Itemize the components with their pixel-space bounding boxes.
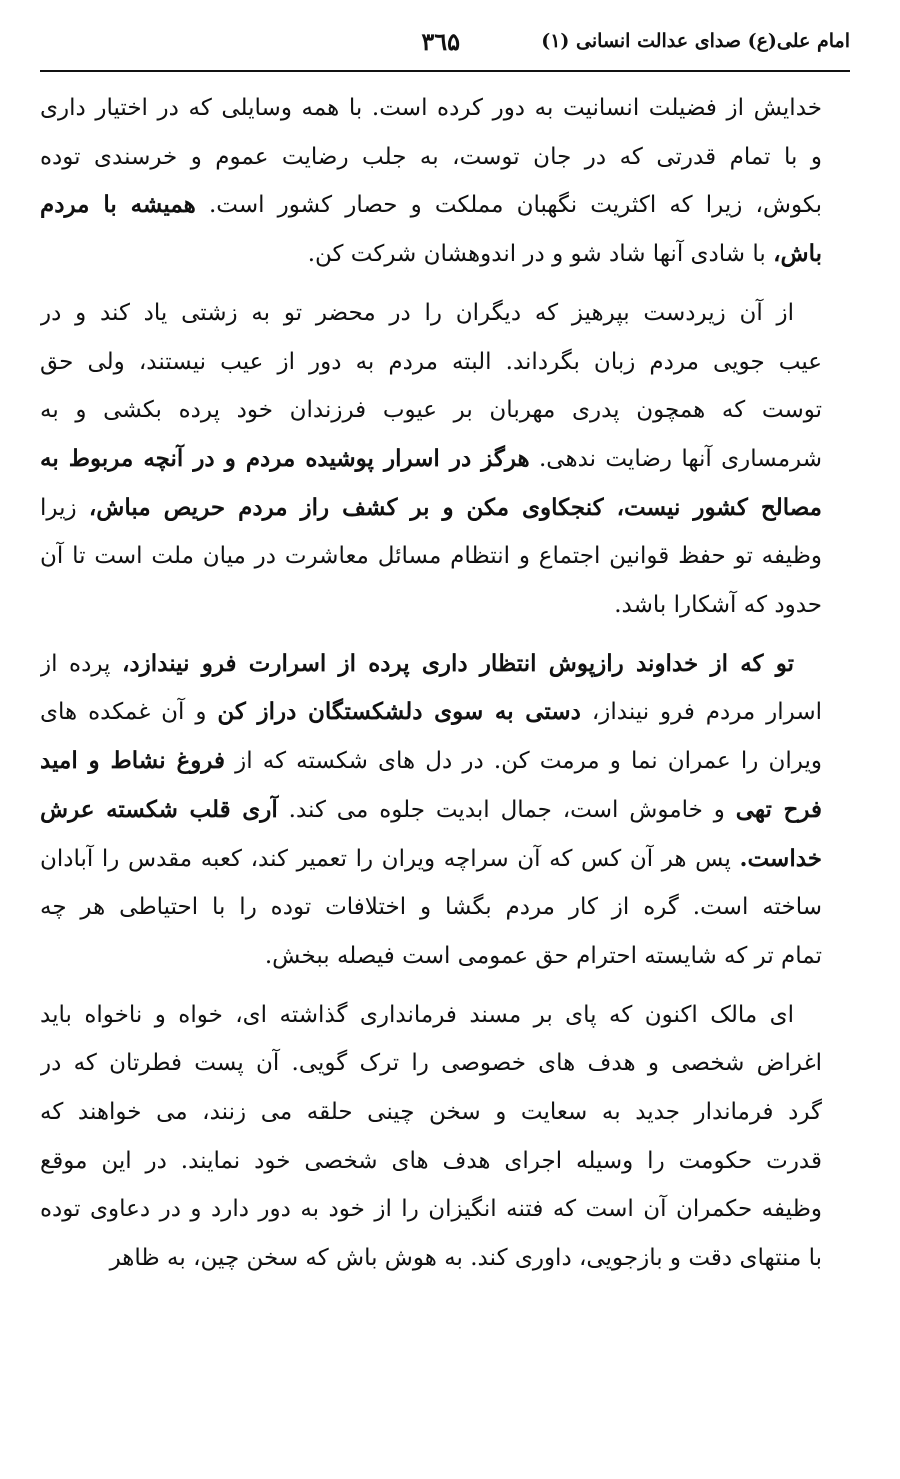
text-run: و آن غمکده های bbox=[40, 699, 218, 726]
text-run: گرد فرماندار جدید به سعایت و سخن چینی حلقه می زنند، می خواهند که bbox=[40, 1099, 822, 1126]
text-line bbox=[40, 932, 850, 981]
paragraph bbox=[40, 289, 850, 630]
text-line bbox=[40, 435, 850, 484]
text-line bbox=[40, 133, 850, 182]
text-line bbox=[40, 1137, 850, 1186]
text-run: پس هر آن کس که آن سراچه ویران را تعمیر کند، کعبه مقدس را آبادان bbox=[40, 845, 740, 872]
bold-text: مصالح کشور نیست، کنجکاوی مکن و بر کشف راز مردم حریص مباش، bbox=[88, 493, 822, 521]
text-line bbox=[40, 230, 850, 279]
bold-text: فروغ نشاط و امید bbox=[40, 747, 225, 775]
text-run: با شادی آنها شاد شو و در اندوهشان شرکت کن. bbox=[307, 241, 774, 268]
bold-text: هرگز در اسرار پوشیده مردم و در آنچه مربوط به bbox=[40, 444, 530, 472]
text-run: توست که همچون پدری مهربان بر عیوب فرزندان خود پرده بکشی و به bbox=[40, 397, 822, 424]
text-line bbox=[40, 737, 850, 786]
paragraph bbox=[40, 84, 850, 279]
text-run: و با تمام قدرتی که در جان توست، به جلب رضایت عموم و خرسندی توده bbox=[40, 143, 822, 170]
bold-text: فرح تهی bbox=[735, 795, 823, 823]
text-line bbox=[40, 386, 850, 435]
text-line bbox=[40, 835, 850, 884]
text-line bbox=[40, 484, 850, 533]
bold-text: تو که از خداوند رازپوش انتظار داری پرده از اسرارت فرو نیندازد، bbox=[121, 649, 794, 677]
text-line bbox=[40, 1039, 850, 1088]
bold-text: آری قلب شکسته عرش bbox=[40, 795, 278, 823]
page-number: ۳٦۵ bbox=[421, 27, 460, 56]
text-run: قدرت حکومت را وسیله اجرای هدف های شخصی خود نمایند. در این موقع bbox=[40, 1147, 822, 1174]
book-title: امام علی(ع) صدای عدالت انسانی (۱) bbox=[541, 30, 850, 52]
page-header bbox=[40, 0, 850, 70]
text-run: پرده از bbox=[40, 650, 122, 677]
bold-text: دستی به سوی دلشکستگان دراز کن bbox=[217, 698, 581, 726]
paragraph bbox=[40, 991, 850, 1283]
text-run: زیرا bbox=[40, 494, 89, 521]
text-run: تمام تر که شایسته احترام حق عمومی است فیصله ببخش. bbox=[264, 942, 822, 969]
text-run: ویران را عمران نما و مرمت کن. در دل های شکسته که از bbox=[225, 748, 822, 775]
paragraph bbox=[40, 640, 850, 981]
text-line bbox=[40, 289, 850, 338]
text-run: وظیفه تو حفظ قوانین اجتماع و انتظام مسائل معاشرت در میان ملت است تا آن bbox=[40, 543, 822, 570]
text-line bbox=[40, 688, 850, 737]
text-run: و خاموش است، جمال ابدیت جلوه می کند. bbox=[277, 796, 736, 823]
body-text bbox=[40, 84, 850, 1283]
text-run: خدایش از فضیلت انسانیت به دور کرده است. با همه وسایلی که در اختیار داری bbox=[40, 95, 822, 121]
text-line bbox=[40, 1088, 850, 1137]
text-line bbox=[40, 1234, 850, 1283]
text-run: حدود که آشکارا باشد. bbox=[614, 592, 822, 619]
text-line bbox=[40, 640, 850, 689]
text-line bbox=[40, 84, 850, 133]
text-run: اغراض شخصی و هدف های خصوصی را ترک گویی. آن پست فطرتان که در bbox=[40, 1050, 822, 1077]
text-line bbox=[40, 883, 850, 932]
text-run: وظیفه حکمران آن است که فتنه انگیزان را از خود به دور دارد و در دعاوی توده bbox=[40, 1196, 822, 1223]
text-line bbox=[40, 786, 850, 835]
text-run: عیب جویی مردم زبان بگرداند. البته مردم به دور از عیب نیستند، ولی حق bbox=[40, 348, 822, 375]
header-rule bbox=[40, 70, 850, 72]
text-line bbox=[40, 338, 850, 387]
bold-text: خداست. bbox=[739, 844, 822, 872]
text-line bbox=[40, 1185, 850, 1234]
text-run: شرمساری آنها رضایت ندهی. bbox=[529, 445, 822, 472]
text-run: اسرار مردم فرو نینداز، bbox=[580, 699, 823, 726]
text-run: ای مالک اکنون که پای بر مسند فرمانداری گذاشته ای، خواه و ناخواه باید bbox=[40, 1001, 794, 1028]
bold-text: باش، bbox=[773, 240, 822, 268]
text-run: با منتهای دقت و بازجویی، داوری کند. به هوش باش که سخن چین، به ظاهر bbox=[109, 1245, 822, 1272]
text-run: بکوش، زیرا که اکثریت نگهبان مملکت و حصار کشور است. bbox=[195, 192, 822, 219]
text-line bbox=[40, 532, 850, 581]
text-line bbox=[40, 991, 850, 1040]
text-line bbox=[40, 581, 850, 630]
text-run: از آن زیردست بپرهیز که دیگران را در محضر تو به زشتی یاد کند و در bbox=[40, 299, 794, 326]
bold-text: همیشه با مردم bbox=[40, 191, 196, 219]
text-run: ساخته است. گره از کار مردم بگشا و اختلافات توده را با احتیاطی هر چه bbox=[40, 894, 822, 921]
text-line bbox=[40, 181, 850, 230]
